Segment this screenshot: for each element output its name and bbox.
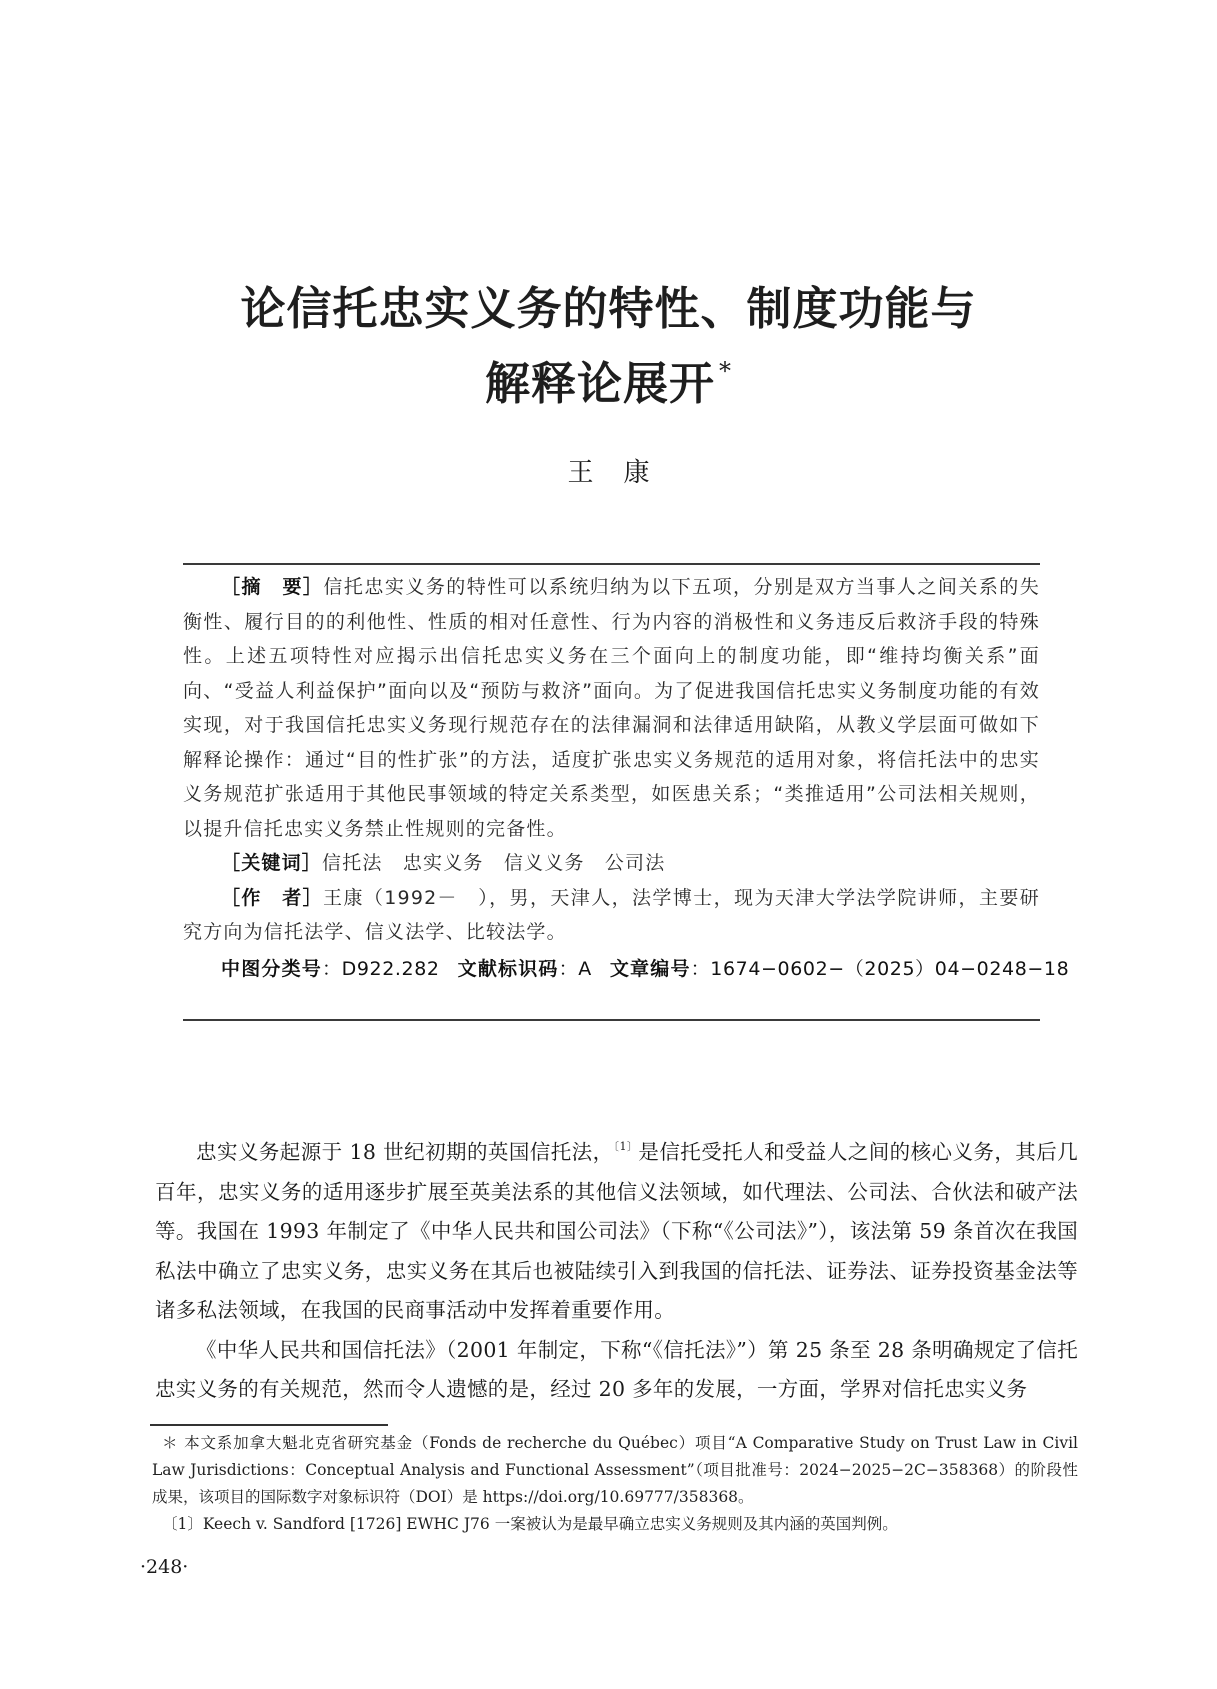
clc-value: ：D922.282 (322, 957, 440, 980)
title-line-2 (0, 340, 1217, 415)
doc-code-label: 文献标识码 (457, 957, 559, 980)
body-paragraph: 《中华人民共和国信托法》（2001 年制定，下称“《信托法》”）第 25 条至 28 条明确规定了信托忠实义务的有关规范，然而令人遗憾的是，经过 20 多年的发展，一方面，学界对信托忠实义务 (155, 1337, 1078, 1401)
author-info-label: ［作 者］ (221, 886, 324, 909)
classification-line (183, 952, 1070, 987)
abstract-block (183, 570, 1070, 986)
keywords-label: ［关键词］ (221, 852, 323, 874)
footnote-1: 〔1〕Keech v. Sandford [1726] EWHC J76 一案被认为是最早确立忠实义务规则及其内涵的英国判例。 (162, 1515, 898, 1533)
footnotes (152, 1430, 1078, 1538)
abstract-paragraph (183, 570, 1040, 846)
abstract-top-rule (183, 563, 1040, 565)
keyword: 信托法 (322, 852, 383, 874)
doc-code-value: ：A (558, 957, 592, 980)
article-no-label: 文章编号 (609, 957, 691, 980)
article-title (0, 278, 1217, 415)
title-line-2-text: 解释论展开 (484, 357, 715, 410)
keyword: 信义义务 (503, 852, 585, 874)
article-author: 王康 (567, 458, 680, 488)
article-no-value: ：1674−0602−（2025）04−0248−18 (690, 957, 1070, 980)
footnote-star: ＊ 本文系加拿大魁北克省研究基金（Fonds de recherche du Québec）项目“A Comparative Study on Trust Law in Civil Law Jurisdictions：Conceptual Analysis and Functional Assessment”（项目批准号：2024−2025−2C−358368）的阶段性成果，该项目的国际数字对象标识符（DOI）是 https://doi.org/10.69777/358368。 (152, 1434, 1078, 1506)
keywords-paragraph (183, 846, 1040, 881)
body-text-run: 忠实义务起源于 18 世纪初期的英国信托法， (196, 1140, 614, 1164)
abstract-bottom-rule (183, 1019, 1040, 1021)
clc-label: 中图分类号 (221, 957, 323, 980)
title-line-1: 论信托忠实义务的特性、制度功能与 (240, 282, 977, 335)
abstract-text: 信托忠实义务的特性可以系统归纳为以下五项，分别是双方当事人之间关系的失衡性、履行目的的利他性、性质的相对任意性、行为内容的消极性和义务违反后救济手段的特殊性。上述五项特性对应揭示出信托忠实义务在三个面向上的制度功能，即“维持均衡关系”面向、“受益人利益保护”面向以及“预防与救济”面向。为了促进我国信托忠实义务制度功能的有效实现，对于我国信托忠实义务现行规范存在的法律漏洞和法律适用缺陷，从教义学层面可做如下解释论操作：通过“目的性扩张”的方法，适度扩张忠实义务规范的适用对象，将信托法中的忠实义务规范扩张适用于其他民事领域的特定关系类型，如医患关系；“类推适用”公司法相关规则，以提升信托忠实义务禁止性规则的完备性。 (183, 576, 1040, 840)
keyword: 忠实义务 (402, 852, 484, 874)
body-text-run: 是信托受托人和受益人之间的核心义务，其后几百年，忠实义务的适用逐步扩展至英美法系的其他信义法领域，如代理法、公司法、合伙法和破产法等。我国在 1993 年制定了《中华人民共和国公司法》（下称“《公司法》”），该法第 59 条首次在我国私法中确立了忠实义务，忠实义务在其后也被陆续引入到我国的信托法、证券法、证券投资基金法等诸多私法领域，在我国的民商事活动中发挥着重要作用。 (155, 1140, 1078, 1322)
page-number: ·248· (140, 1556, 189, 1578)
abstract-label: ［摘 要］ (221, 576, 324, 598)
title-footnote-marker[interactable]: * (719, 357, 732, 385)
author-info-text: 王康（1992－ ），男，天津人，法学博士，现为天津大学法学院讲师，主要研究方向为信托法学、信义法学、比较法学。 (183, 886, 1040, 943)
keyword: 公司法 (604, 852, 666, 874)
footnote-ref-1[interactable]: 〔1〕 (613, 1140, 639, 1153)
author-info-paragraph (183, 881, 1040, 950)
body-text (155, 1127, 1078, 1410)
body-paragraph (155, 1127, 1078, 1331)
footnote-separator (150, 1424, 388, 1426)
